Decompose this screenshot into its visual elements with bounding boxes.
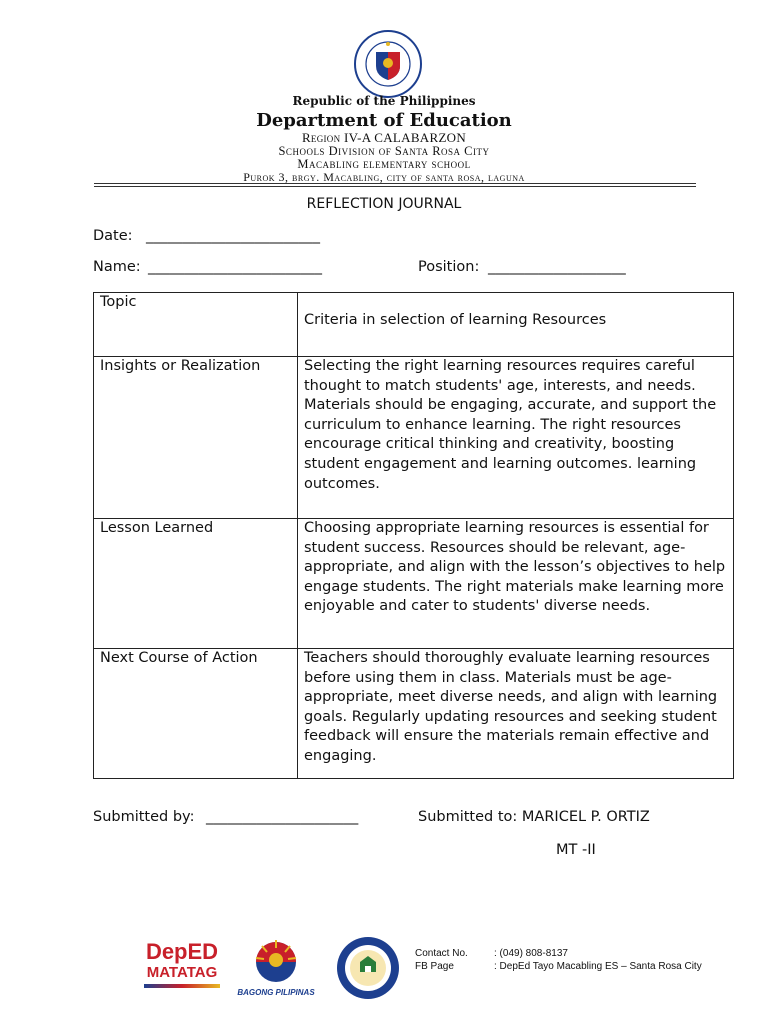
deped-logo-text: DepED — [145, 939, 219, 964]
school-heading: Macabling elementary school — [297, 157, 471, 171]
date-field[interactable]: ________________________ — [146, 228, 320, 244]
date-label: Date: — [93, 228, 133, 244]
row-label: Topic — [94, 293, 298, 357]
name-field[interactable]: ________________________ — [148, 259, 322, 275]
matatag-underline — [144, 984, 220, 988]
submitted-by-field[interactable]: _____________________ — [206, 809, 359, 825]
table-row — [94, 293, 734, 357]
table-row — [94, 649, 734, 779]
macabling-school-seal-icon — [336, 936, 400, 1000]
page-title: REFLECTION JOURNAL — [306, 196, 462, 212]
row-value: Teachers should thoroughly evaluate learning resources before using them in class. Materials must be age-appropriate, meet diverse needs, and align with learning goals. Regularly updating resources and seeking student feedback will ensure the materials remain effective and engaging. — [298, 649, 734, 779]
topic-value: Criteria in selection of learning Resources — [304, 312, 607, 328]
submitted-to-label: Submitted to: MARICEL P. ORTIZ — [418, 809, 650, 825]
contact-label: Contact No. — [415, 948, 468, 959]
row-value: Selecting the right learning resources requires careful thought to match students' age, interests, and needs. Materials should be engaging, accurate, and support the curriculum to enhance learning. The right resources encourage critical thinking and creativity, boosting student engagement and learning outcomes. learning outcomes. — [298, 357, 734, 519]
bagong-pilipinas-text: BAGONG PILIPINAS — [237, 988, 315, 997]
submitted-by-label: Submitted by: — [93, 809, 195, 825]
department-heading: Department of Education — [256, 110, 512, 131]
row-label: Insights or Realization — [94, 357, 298, 519]
table-row — [94, 357, 734, 519]
header-divider-bottom — [94, 186, 696, 187]
deped-matatag-logo — [140, 940, 224, 996]
reflection-table — [93, 292, 734, 779]
header-divider-top — [94, 183, 696, 184]
republic-heading: Republic of the Philippines — [292, 94, 476, 108]
bagong-pilipinas-emblem-icon — [236, 936, 316, 984]
submitted-to-position: MT -II — [556, 842, 596, 858]
name-label: Name: — [93, 259, 141, 275]
region-heading: Region IV-A CALABARZON — [301, 130, 467, 145]
position-label: Position: — [418, 259, 480, 275]
contact-value: : (049) 808-8137 — [494, 948, 568, 959]
matatag-logo-text: MATATAG — [146, 964, 218, 981]
position-field[interactable]: ___________________ — [488, 259, 626, 275]
division-heading: Schools Division of Santa Rosa City — [278, 144, 490, 158]
row-value: Choosing appropriate learning resources is essential for student success. Resources should be relevant, age-appropriate, and align with the lesson’s objectives to help engage students. The right materials make learning more enjoyable and cater to students' diverse needs. — [298, 519, 734, 649]
row-label: Next Course of Action — [94, 649, 298, 779]
deped-seal-logo — [354, 30, 422, 98]
bagong-pilipinas-logo — [236, 936, 316, 996]
row-label: Lesson Learned — [94, 519, 298, 649]
address-heading: Purok 3, brgy. Macabling, city of santa rosa, laguna — [243, 170, 525, 184]
fb-value: : DepEd Tayo Macabling ES – Santa Rosa City — [494, 961, 702, 972]
table-row — [94, 519, 734, 649]
row-value — [298, 293, 734, 357]
fb-label: FB Page — [415, 961, 454, 972]
